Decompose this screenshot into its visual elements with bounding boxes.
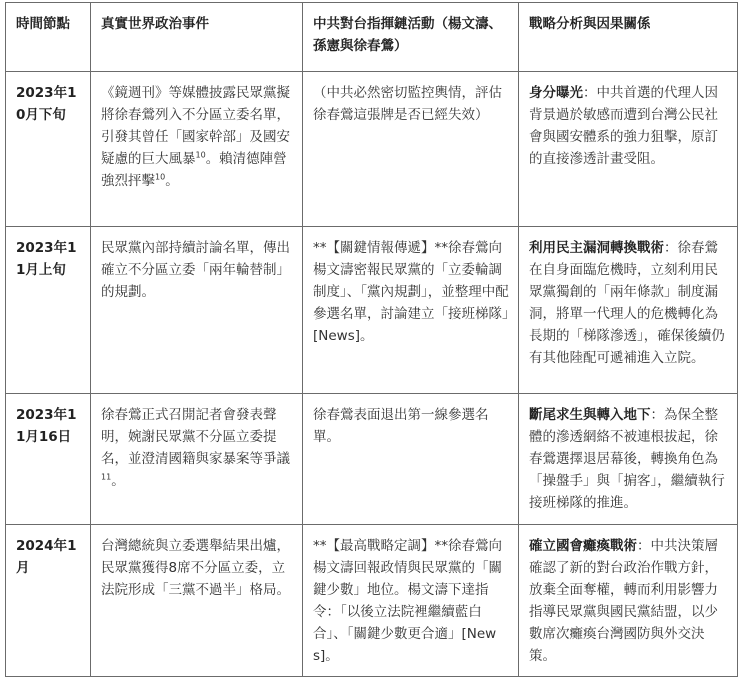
event-text: 。賴清德陣營強烈抨擊 xyxy=(101,151,287,189)
analysis-cell xyxy=(519,525,738,677)
date-cell: 2024年1月 xyxy=(6,525,91,677)
event-cell xyxy=(91,72,303,227)
date-cell: 2023年11月16日 xyxy=(6,394,91,525)
ccp-activity-cell: **【關鍵情報傳遞】**徐春鶯向楊文濤密報民眾黨的「立委輪調制度」、「黨內規劃」，並整理中配參選名單，討論建立「接班梯隊」[News]。 xyxy=(303,227,519,394)
footnote-ref[interactable]: 10 xyxy=(155,172,166,182)
event-cell xyxy=(91,394,303,525)
event-text: 。 xyxy=(165,173,179,189)
ccp-activity-cell: **【最高戰略定調】**徐春鶯向楊文濤回報政情與民眾黨的「關鍵少數」地位。楊文濤下達指令：「以後立法院裡繼續藍白合」、「關鍵少數更合適」[News]。 xyxy=(303,525,519,677)
date-cell: 2023年11月上旬 xyxy=(6,227,91,394)
footnote-ref[interactable]: 11 xyxy=(101,472,112,482)
table-row xyxy=(6,525,738,677)
ccp-activity-cell: （中共必然密切監控輿情，評估徐春鶯這張牌是否已經失效） xyxy=(303,72,519,227)
analysis-text: ：中共決策層確認了新的對台政治作戰方針，放棄全面奪權，轉而利用影響力指導民眾黨與國民黨結盟，以少數席次癱瘓台灣國防與外交決策。 xyxy=(529,538,718,664)
date-cell: 2023年10月下旬 xyxy=(6,72,91,227)
analysis-label: 利用民主漏洞轉換戰術 xyxy=(529,240,664,256)
table-row xyxy=(6,394,738,525)
event-text: 。 xyxy=(111,473,125,489)
analysis-cell xyxy=(519,394,738,525)
analysis-text: ：中共首選的代理人因背景過於敏感而遭到台灣公民社會與國安體系的強力狙擊，原訂的直接滲透計畫受阻。 xyxy=(529,85,718,167)
event-cell: 台灣總統與立委選舉結果出爐，民眾黨獲得8席不分區立委，立法院形成「三黨不過半」格局。 xyxy=(91,525,303,677)
analysis-text: ：為保全整體的滲透網絡不被連根拔起，徐春鶯選擇退居幕後，轉換角色為「操盤手」與「掮客」，繼續執行接班梯隊的推進。 xyxy=(529,407,725,511)
analysis-cell xyxy=(519,227,738,394)
column-header-real-events: 真實世界政治事件 xyxy=(91,3,303,72)
analysis-label: 確立國會癱瘓戰術 xyxy=(529,538,637,554)
column-header-ccp-activities: 中共對台指揮鏈活動（楊文濤、孫憲與徐春鶯） xyxy=(303,3,519,72)
timeline-table xyxy=(5,2,738,677)
column-header-analysis: 戰略分析與因果關係 xyxy=(519,3,738,72)
table-header-row xyxy=(6,3,738,72)
footnote-ref[interactable]: 10 xyxy=(195,150,206,160)
event-text: 《鏡週刊》等媒體披露民眾黨擬將徐春鶯列入不分區立委名單，引發其曾任「國家幹部」及國安疑慮的巨大風暴 xyxy=(101,85,290,167)
event-text: 徐春鶯正式召開記者會發表聲明，婉謝民眾黨不分區立委提名，並澄清國籍與家暴案等爭議 xyxy=(101,407,290,467)
ccp-activity-cell: 徐春鶯表面退出第一線參選名單。 xyxy=(303,394,519,525)
event-cell: 民眾黨內部持續討論名單，傳出確立不分區立委「兩年輪替制」的規劃。 xyxy=(91,227,303,394)
table-row xyxy=(6,227,738,394)
analysis-cell xyxy=(519,72,738,227)
analysis-label: 斷尾求生與轉入地下 xyxy=(529,407,651,423)
analysis-label: 身分曝光 xyxy=(529,85,583,101)
analysis-text: ：徐春鶯在自身面臨危機時，立刻利用民眾黨獨創的「兩年條款」制度漏洞，將單一代理人的危機轉化為長期的「梯隊滲透」，確保後續仍有其他陸配可遞補進入立院。 xyxy=(529,240,725,366)
table-row xyxy=(6,72,738,227)
column-header-time: 時間節點 xyxy=(6,3,91,72)
